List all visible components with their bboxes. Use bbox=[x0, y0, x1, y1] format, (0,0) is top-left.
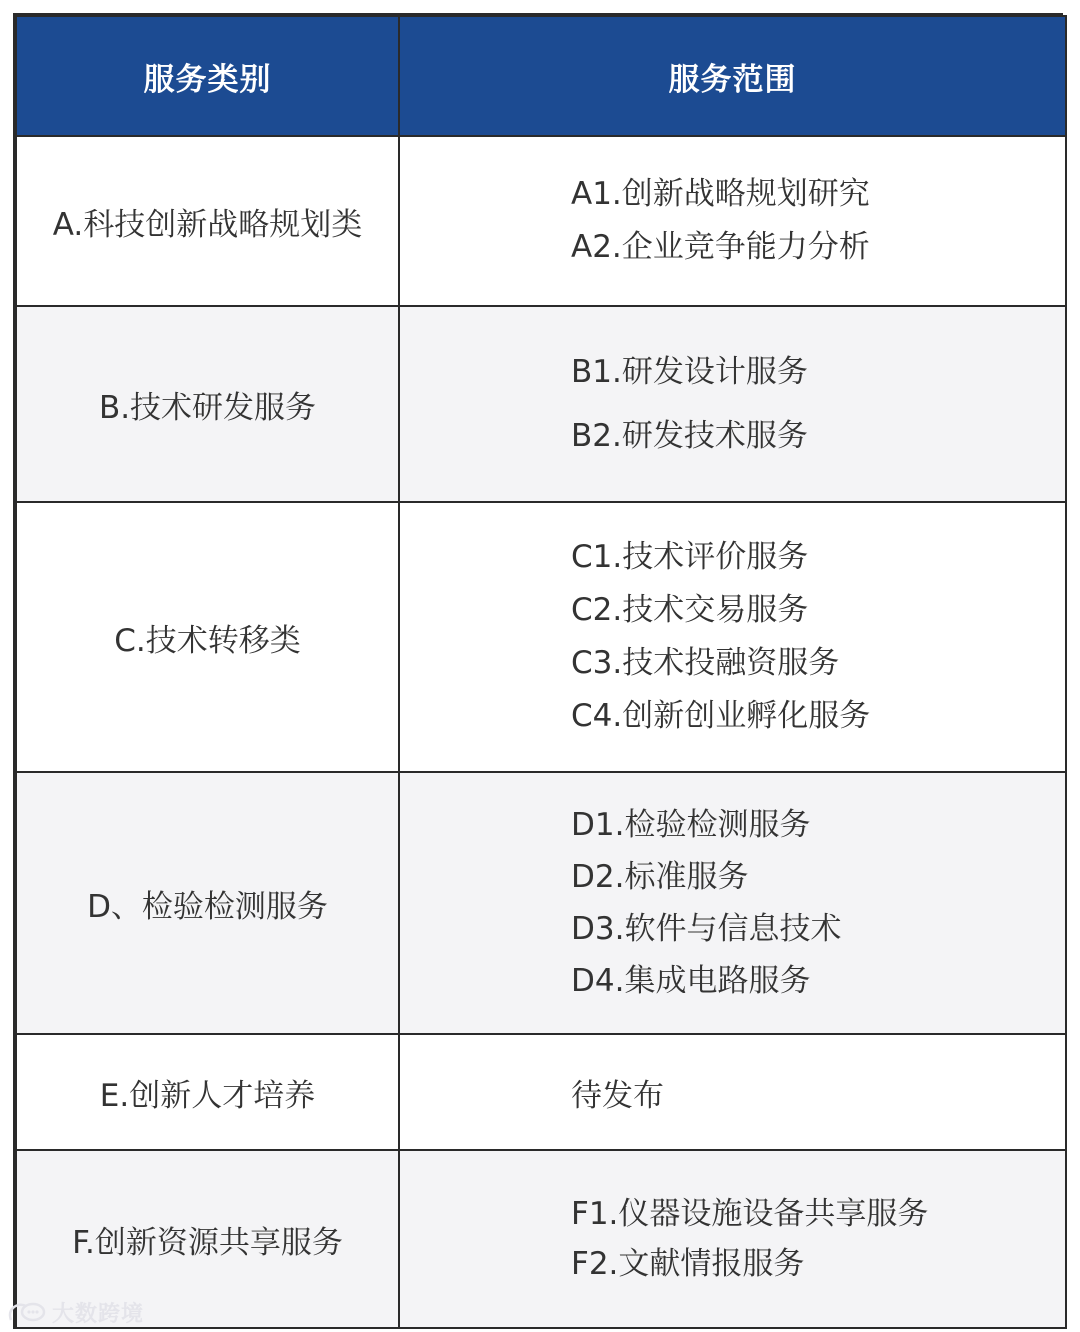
scope-cell bbox=[399, 306, 1066, 502]
watermark-text: 大数跨境 bbox=[52, 1302, 145, 1327]
scope-item: B2.研发技术服务 bbox=[571, 418, 808, 454]
header-row bbox=[16, 16, 1066, 136]
scope-item: C1.技术评价服务 bbox=[571, 539, 809, 575]
scope-cell bbox=[399, 502, 1066, 772]
scope-item: 待发布 bbox=[571, 1077, 664, 1114]
category-cell: A.科技创新战略规划类 bbox=[16, 136, 399, 306]
scope-item: D4.集成电路服务 bbox=[571, 963, 811, 999]
scope-item: F1.仪器设施设备共享服务 bbox=[571, 1196, 929, 1232]
scope-item: C2.技术交易服务 bbox=[571, 592, 809, 628]
category-cell: E.创新人才培养 bbox=[16, 1034, 399, 1150]
table-row bbox=[16, 306, 1066, 502]
category-cell: C.技术转移类 bbox=[16, 502, 399, 772]
watermark bbox=[6, 1297, 144, 1328]
table-row bbox=[16, 502, 1066, 772]
table-row bbox=[16, 1034, 1066, 1150]
scope-cell bbox=[399, 1150, 1066, 1328]
header-scope: 服务范围 bbox=[399, 16, 1066, 136]
service-table-grid bbox=[15, 15, 1067, 1329]
scope-item: D1.检验检测服务 bbox=[571, 807, 811, 843]
scope-item: F2.文献情报服务 bbox=[571, 1246, 805, 1282]
scope-cell bbox=[399, 1034, 1066, 1150]
header-category: 服务类别 bbox=[16, 16, 399, 136]
service-table bbox=[13, 13, 1063, 1329]
scope-item: D2.标准服务 bbox=[571, 859, 749, 895]
category-cell: B.技术研发服务 bbox=[16, 306, 399, 502]
table-header bbox=[16, 16, 1066, 136]
scope-item: D3.软件与信息技术 bbox=[571, 911, 842, 947]
table-row bbox=[16, 1150, 1066, 1328]
chat-bubble-logo-icon bbox=[6, 1300, 46, 1326]
table-row bbox=[16, 136, 1066, 306]
category-cell: D、检验检测服务 bbox=[16, 772, 399, 1034]
scope-cell bbox=[399, 772, 1066, 1034]
category-cell: F.创新资源共享服务 bbox=[16, 1150, 399, 1328]
table-row bbox=[16, 772, 1066, 1034]
scope-cell bbox=[399, 136, 1066, 306]
scope-item: A1.创新战略规划研究 bbox=[571, 176, 870, 212]
table-body bbox=[16, 136, 1066, 1328]
scope-item: B1.研发设计服务 bbox=[571, 354, 808, 390]
scope-item: C4.创新创业孵化服务 bbox=[571, 698, 871, 734]
scope-item: A2.企业竞争能力分析 bbox=[571, 229, 870, 265]
scope-item: C3.技术投融资服务 bbox=[571, 645, 840, 681]
